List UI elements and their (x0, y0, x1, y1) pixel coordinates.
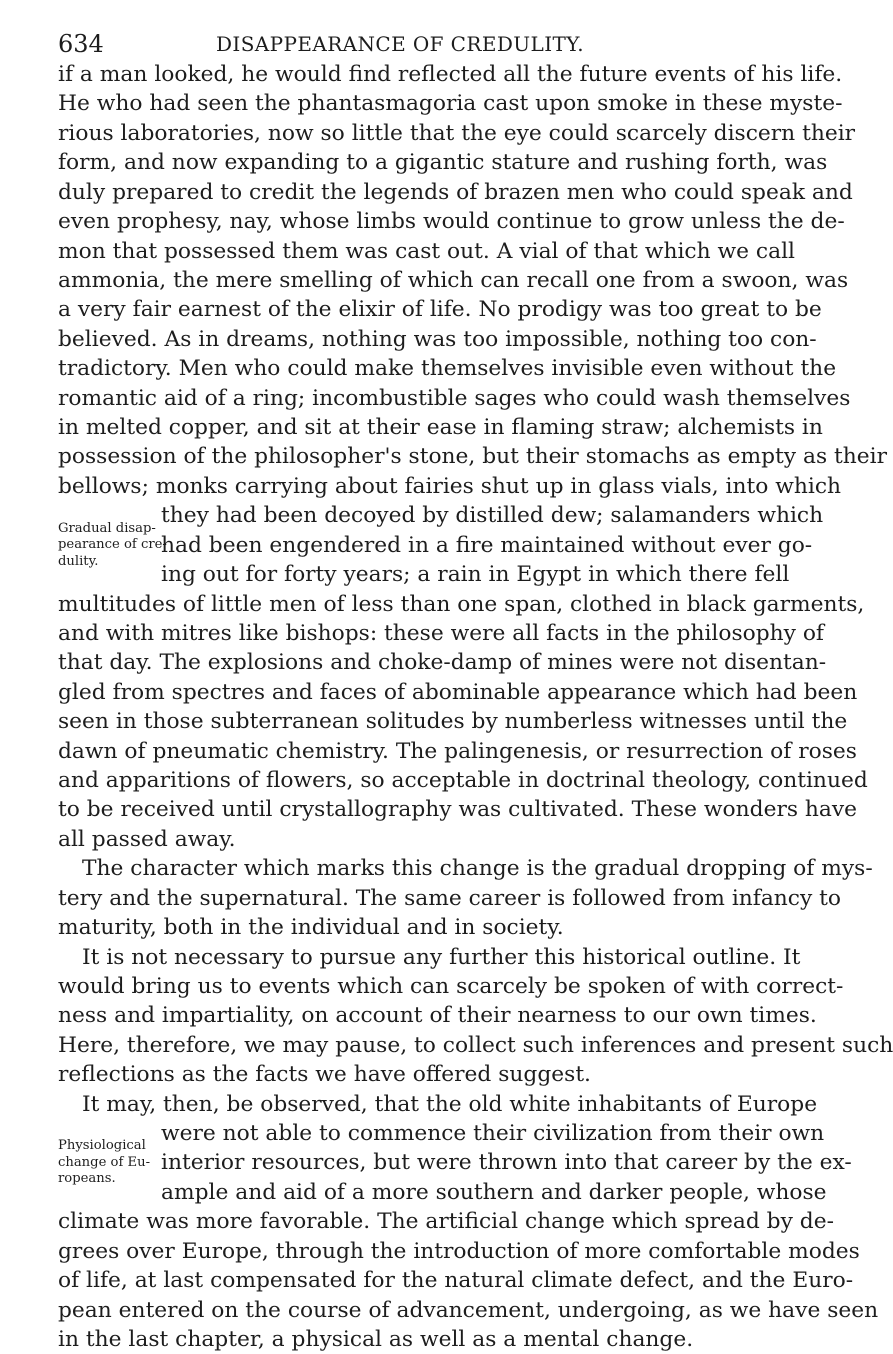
text-line: tradictory. Men who could make themselves invisible even without the (58, 356, 837, 382)
text-line: to be received until crystallography was cultivated. These wonders have (58, 797, 858, 823)
text-line: mon that possessed them was cast out. A vial of that which we call (58, 238, 795, 264)
text-line: and with mitres like bishops: these were all facts in the philosophy of (58, 620, 824, 646)
text-line: had been engendered in a fire maintained without ever go- (161, 532, 813, 558)
margin-note-line: Gradual disap- (58, 520, 156, 536)
text-line: believed. As in dreams, nothing was too impossible, nothing too con- (58, 326, 817, 352)
text-line: grees over Europe, through the introduction of more comfortable modes (58, 1238, 860, 1264)
text-line: dawn of pneumatic chemistry. The palingenesis, or resurrection of roses (58, 738, 857, 764)
text-line: ness and impartiality, on account of their nearness to our own times. (58, 1003, 817, 1029)
text-line: It is not necessary to pursue any further this historical outline. It (82, 944, 801, 970)
margin-note-line: ropeans. (58, 1171, 116, 1187)
text-line: ammonia, the mere smelling of which can recall one from a swoon, was (58, 267, 849, 293)
text-line: form, and now expanding to a gigantic stature and rushing forth, was (58, 150, 828, 176)
text-line: Here, therefore, we may pause, to collect such inferences and present such (58, 1032, 893, 1058)
text-line: they had been decoyed by distilled dew; salamanders which (161, 503, 824, 529)
text-line: climate was more favorable. The artificial change which spread by de- (58, 1209, 834, 1235)
text-line: pean entered on the course of advancement, undergoing, as we have seen (58, 1297, 879, 1323)
margin-note-physiological (58, 1138, 158, 1187)
text-line: He who had seen the phantasmagoria cast upon smoke in these myste- (58, 91, 843, 117)
text-line: in melted copper, and sit at their ease in flaming straw; alchemists in (58, 415, 823, 441)
text-line: It may, then, be observed, that the old white inhabitants of Europe (82, 1091, 818, 1117)
text-line: if a man looked, he would find reflected all the future events of his life. (58, 62, 843, 87)
text-line: that day. The explosions and choke-damp of mines were not disentan- (58, 650, 827, 676)
text-line: multitudes of little men of less than one span, clothed in black garments, (58, 591, 865, 617)
margin-note-line: Physiological (58, 1138, 146, 1154)
text-line: rious laboratories, now so little that the eye could scarcely discern their (58, 120, 856, 146)
text-line: possession of the philosopher's stone, but their stomachs as empty as their (58, 444, 887, 470)
text-line: would bring us to events which can scarcely be spoken of with correct- (58, 973, 844, 999)
margin-note-line: pearance of cre- (58, 537, 167, 553)
text-line: duly prepared to credit the legends of brazen men who could speak and (58, 179, 853, 205)
text-line: gled from spectres and faces of abominable appearance which had been (58, 679, 858, 705)
margin-note-line: change of Eu- (58, 1154, 151, 1170)
page-number: 634 (58, 30, 104, 58)
text-line: romantic aid of a ring; incombustible sages who could wash themselves (58, 385, 851, 411)
text-line: interior resources, but were thrown into that career by the ex- (161, 1150, 852, 1176)
text-line: maturity, both in the individual and in society. (58, 915, 564, 941)
text-line: of life, at last compensated for the natural climate defect, and the Euro- (58, 1268, 854, 1294)
text-line: The character which marks this change is the gradual dropping of mys- (82, 856, 873, 882)
text-line: a very fair earnest of the elixir of life. No prodigy was too great to be (58, 297, 822, 323)
text-line: reflections as the facts we have offered suggest. (58, 1062, 591, 1088)
text-line: tery and the supernatural. The same career is followed from infancy to (58, 885, 842, 911)
margin-note-line: dulity. (58, 553, 99, 569)
text-line: ing out for forty years; a rain in Egypt in which there fell (161, 562, 790, 588)
text-line: seen in those subterranean solitudes by numberless witnesses until the (58, 709, 848, 735)
text-line: were not able to commence their civilization from their own (161, 1121, 825, 1147)
text-line: ample and aid of a more southern and darker people, whose (161, 1179, 827, 1205)
text-line: even prophesy, nay, whose limbs would continue to grow unless the de- (58, 209, 845, 235)
text-line: all passed away. (58, 826, 236, 852)
text-line: and apparitions of flowers, so acceptable in doctrinal theology, continued (58, 768, 868, 794)
text-line: bellows; monks carrying about fairies shut up in glass vials, into which (58, 473, 842, 499)
running-title: DISAPPEARANCE OF CREDULITY. (215, 32, 585, 56)
text-line: in the last chapter, a physical as well as a mental change. (58, 1327, 694, 1352)
margin-note-credulity (58, 520, 167, 570)
